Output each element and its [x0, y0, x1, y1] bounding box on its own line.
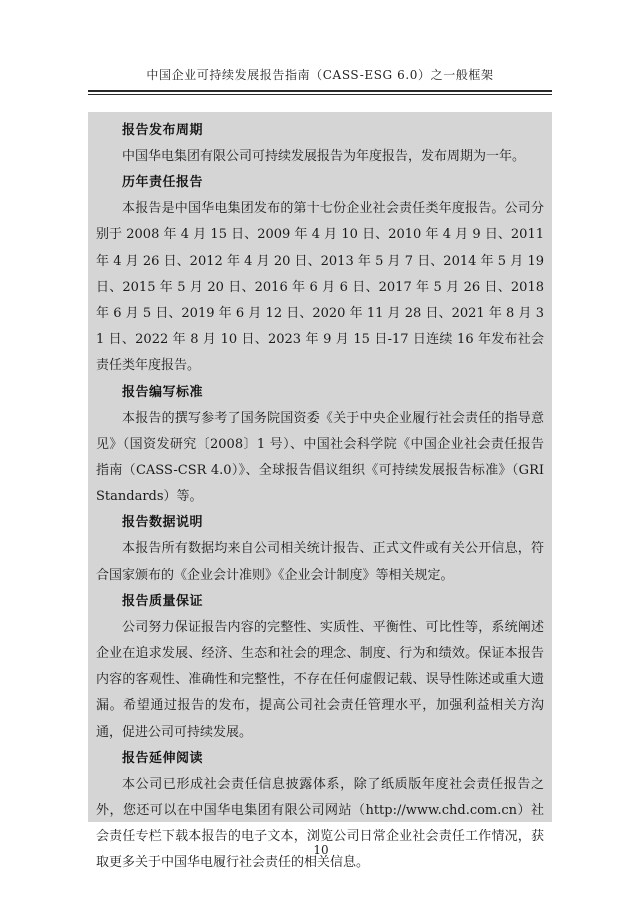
section-body: 中国华电集团有限公司可持续发展报告为年度报告，发布周期为一年。 [122, 149, 526, 164]
section-title: 报告延伸阅读 [122, 750, 204, 766]
section-body: 本报告所有数据均来自公司相关统计报告、正式文件或有关公开信息，符合国家颁布的《企业会计准则》《企业会计制度》等相关规定。 [96, 541, 544, 583]
section-reporting-standards [96, 380, 544, 511]
page-number: 10 [313, 843, 329, 857]
header-rule-thick [88, 90, 552, 92]
section-report-history [96, 170, 544, 379]
content-panel [88, 112, 552, 871]
section-title: 报告编写标准 [122, 384, 204, 400]
header-rule-thin [88, 94, 552, 95]
running-header: 中国企业可持续发展报告指南（CASS-ESG 6.0）之一般框架 [146, 68, 494, 82]
section-extended-reading [96, 746, 544, 877]
section-title: 报告发布周期 [122, 123, 204, 138]
section-title: 历年责任报告 [122, 175, 204, 191]
section-quality-assurance [96, 589, 544, 746]
section-title: 报告数据说明 [122, 515, 204, 531]
section-release-cycle [96, 118, 544, 170]
section-body: 本报告是中国华电集团发布的第十七份企业社会责任类年度报告。公司分别于 2008 年 4 月 15 日、2009 年 4 月 10 日、2010 年 4 月 9 日、2011 年 4 月 26 日、2012 年 4 月 20 日、2013 年 5 月 7 日、2014 年 5 月 19 日、2015 年 5 月 20 日、2016 年 6 月 6 日、2017 年 5 月 26 日、2018 年 6 月 5 日、2019 年 6 月 12 日、2020 年 11 月 28 日、2021 年 8 月 31 日、2022 年 8 月 10 日、2023 年 9 月 15 日-17 日连续 16 年发布社会责任类年度报告。 [96, 201, 544, 374]
section-body: 本公司已形成社会责任信息披露体系，除了纸质版年度社会责任报告之外，您还可以在中国华电集团有限公司网站（http://www.chd.com.cn）社会责任专栏下载本报告的电子文本，浏览公司日常企业社会责任工作情况，获取更多关于中国华电履行社会责任的相关信息。 [96, 776, 544, 871]
section-body: 本报告的撰写参考了国务院国资委《关于中央企业履行社会责任的指导意见》（国资发研究〔2008〕1 号）、中国社会科学院《中国企业社会责任报告指南（CASS-CSR 4.0）》、全球报告倡议组织《可持续发展报告标准》（GRI Standards）等。 [96, 410, 544, 505]
section-body: 公司努力保证报告内容的完整性、实质性、平衡性、可比性等，系统阐述企业在追求发展、经济、生态和社会的理念、制度、行为和绩效。保证本报告内容的客观性、准确性和完整性，不存在任何虚假记载、误导性陈述或重大遗漏。希望通过报告的发布，提高公司社会责任管理水平，加强利益相关方沟通，促进公司可持续发展。 [96, 619, 544, 740]
section-data-description [96, 510, 544, 588]
section-title: 报告质量保证 [122, 593, 204, 609]
